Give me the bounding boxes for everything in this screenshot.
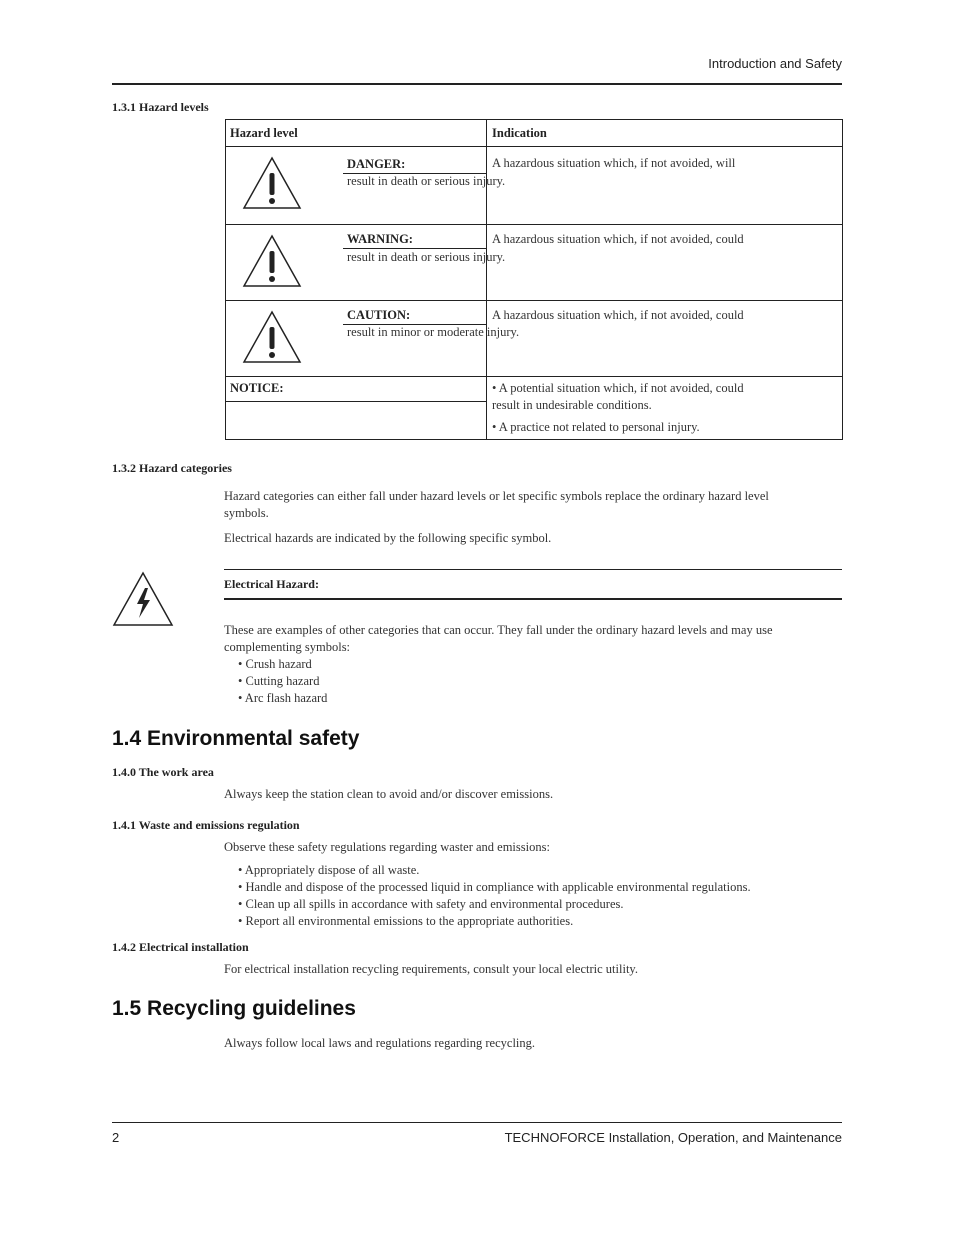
warning-description: result in death or serious injury. bbox=[347, 250, 506, 264]
paragraph: Always follow local laws and regulations regarding recycling. bbox=[224, 1036, 536, 1050]
warning-label: WARNING: bbox=[343, 232, 487, 249]
list-item: • Appropriately dispose of all waste. bbox=[238, 863, 420, 877]
danger-label: DANGER: bbox=[343, 157, 487, 174]
section-heading-1-4-0: 1.4.0 The work area bbox=[112, 765, 214, 779]
table-row bbox=[226, 301, 843, 377]
col-header-hazard-level: Hazard level bbox=[230, 126, 298, 140]
danger-indication: A hazardous situation which, if not avoided, will bbox=[492, 156, 736, 170]
section-heading-1-4: 1.4 Environmental safety bbox=[112, 727, 360, 750]
paragraph-line: These are examples of other categories that can occur. They fall under the ordinary hazard levels and may use bbox=[224, 623, 773, 637]
section-heading-1-3-1: 1.3.1 Hazard levels bbox=[112, 100, 209, 114]
table-row bbox=[226, 377, 843, 440]
caution-indication: A hazardous situation which, if not avoided, could bbox=[492, 308, 744, 322]
caution-label: CAUTION: bbox=[343, 308, 487, 325]
col-header-indication: Indication bbox=[492, 126, 547, 140]
list-item: • Crush hazard bbox=[238, 657, 312, 671]
running-header: Introduction and Safety bbox=[708, 56, 842, 71]
electrical-hazard-bottom-rule bbox=[224, 598, 842, 600]
table-row bbox=[226, 225, 843, 301]
notice-bullet: result in undesirable conditions. bbox=[492, 398, 652, 412]
paragraph: Electrical hazards are indicated by the following specific symbol. bbox=[224, 531, 552, 545]
warning-indication: A hazardous situation which, if not avoided, could bbox=[492, 232, 744, 246]
footer-doc-title: TECHNOFORCE Installation, Operation, and Maintenance bbox=[504, 1130, 842, 1145]
section-heading-1-4-2: 1.4.2 Electrical installation bbox=[112, 940, 249, 954]
warning-triangle-icon bbox=[241, 309, 303, 365]
waste-regulation-list bbox=[238, 862, 751, 930]
hazard-category-list bbox=[238, 656, 327, 707]
notice-indication bbox=[487, 377, 842, 436]
danger-description: result in death or serious injury. bbox=[347, 174, 506, 188]
paragraph-line: complementing symbols: bbox=[224, 640, 351, 654]
footer-rule bbox=[112, 1122, 842, 1123]
warning-triangle-icon bbox=[241, 233, 303, 289]
header-rule bbox=[112, 83, 842, 85]
list-item: • Report all environmental emissions to the appropriate authorities. bbox=[238, 914, 574, 928]
warning-triangle-icon bbox=[241, 155, 303, 211]
electrical-hazard-top-rule bbox=[224, 569, 842, 570]
section-heading-1-5: 1.5 Recycling guidelines bbox=[112, 997, 356, 1020]
paragraph bbox=[224, 488, 769, 522]
paragraph: For electrical installation recycling requirements, consult your local electric utility. bbox=[224, 962, 638, 976]
electrical-hazard-label: Electrical Hazard: bbox=[224, 577, 319, 591]
notice-label: NOTICE: bbox=[230, 381, 284, 395]
section-heading-1-3-2: 1.3.2 Hazard categories bbox=[112, 461, 232, 475]
paragraph: Always keep the station clean to avoid and/or discover emissions. bbox=[224, 787, 554, 801]
paragraph: Observe these safety regulations regarding waster and emissions: bbox=[224, 840, 550, 854]
paragraph-line: symbols. bbox=[224, 506, 269, 520]
notice-bullet: • A potential situation which, if not avoided, could bbox=[492, 381, 744, 395]
notice-rule bbox=[226, 401, 486, 402]
hazard-levels-table bbox=[225, 119, 843, 440]
table-row bbox=[226, 147, 843, 225]
list-item: • Arc flash hazard bbox=[238, 691, 328, 705]
list-item: • Clean up all spills in accordance with safety and environmental procedures. bbox=[238, 897, 624, 911]
notice-bullet: • A practice not related to personal injury. bbox=[492, 420, 700, 434]
electrical-hazard-icon bbox=[112, 571, 174, 627]
page-number: 2 bbox=[112, 1130, 120, 1145]
paragraph-line: Hazard categories can either fall under hazard levels or let specific symbols replace the ordinary hazard level bbox=[224, 489, 769, 503]
section-heading-1-4-1: 1.4.1 Waste and emissions regulation bbox=[112, 818, 300, 832]
paragraph bbox=[224, 622, 773, 656]
list-item: • Cutting hazard bbox=[238, 674, 320, 688]
list-item: • Handle and dispose of the processed liquid in compliance with applicable environmental regulations. bbox=[238, 880, 751, 894]
caution-description: result in minor or moderate injury. bbox=[347, 325, 520, 339]
